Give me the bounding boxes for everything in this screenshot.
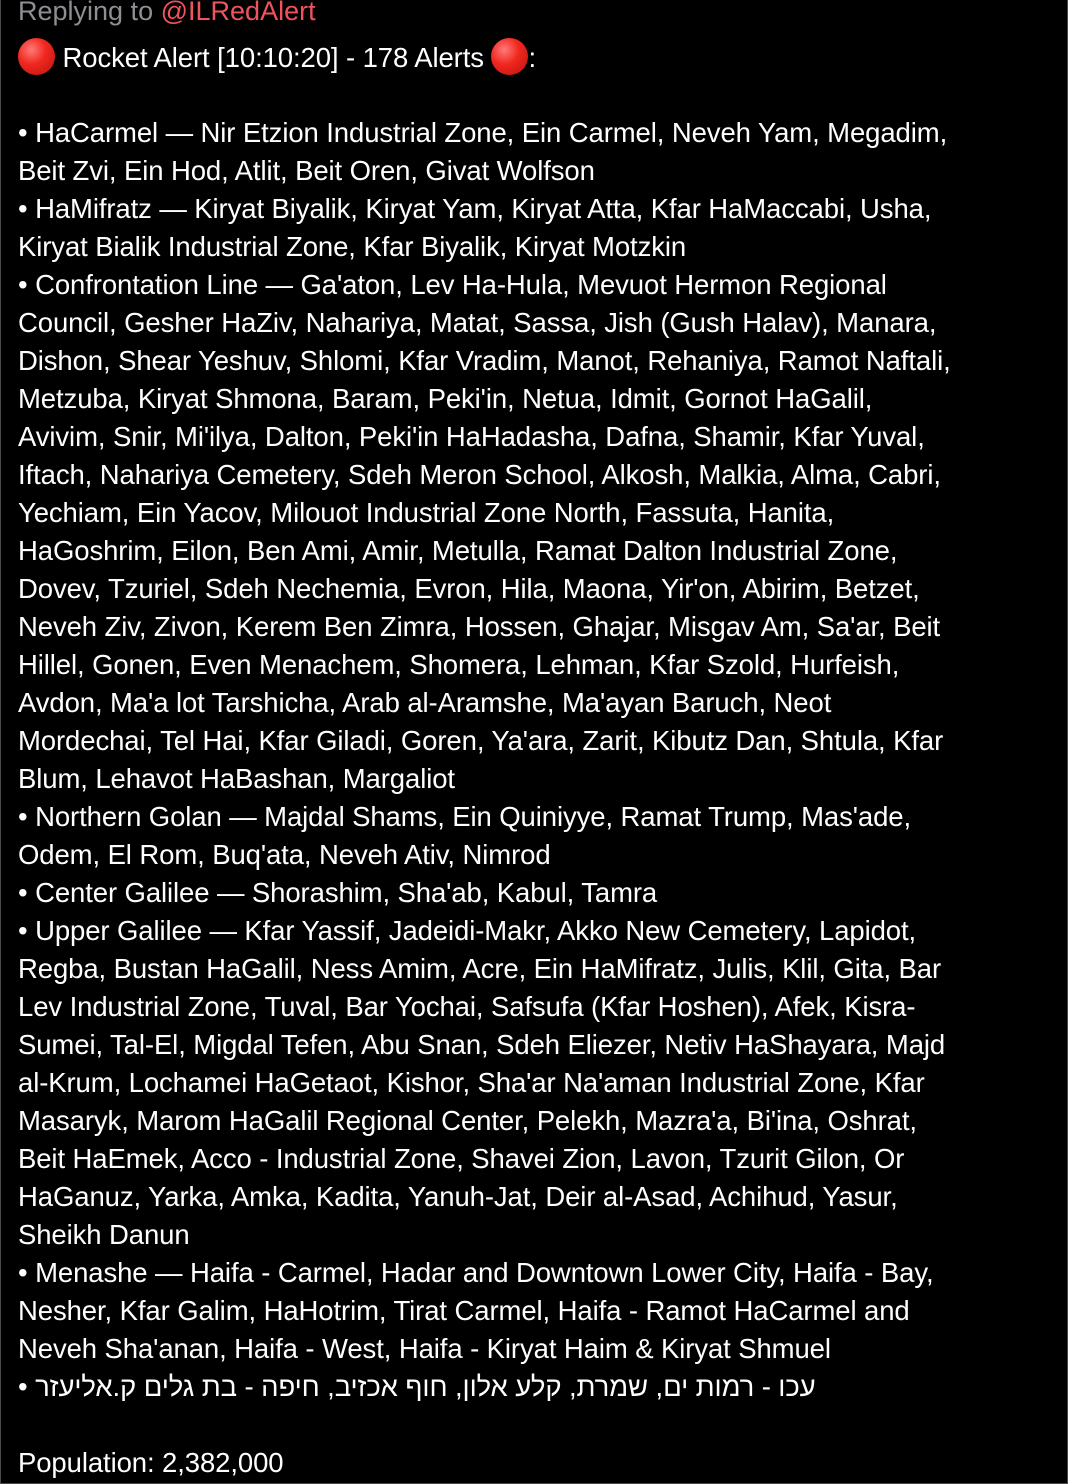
body-line: Yechiam, Ein Yacov, Milouot Industrial Zone North, Fassuta, Hanita, <box>18 497 835 528</box>
body-line: • HaMifratz — Kiryat Biyalik, Kiryat Yam, Kiryat Atta, Kfar HaMaccabi, Usha, <box>18 193 932 224</box>
body-line: Mordechai, Tel Hai, Kfar Giladi, Goren, Ya'ara, Zarit, Kibutz Dan, Shtula, Kfar <box>18 725 944 756</box>
body-line: Council, Gesher HaZiv, Nahariya, Matat, Sassa, Jish (Gush Halav), Manara, <box>18 307 937 338</box>
hebrew-bullet: • <box>18 1371 28 1402</box>
population-text: Population: 2,382,000 <box>18 1447 284 1478</box>
reply-context <box>18 0 316 30</box>
body-line: Metzuba, Kiryat Shmona, Baram, Peki'in, Netua, Idmit, Gornot HaGalil, <box>18 383 873 414</box>
red-circle-icon <box>491 38 528 75</box>
body-line: HaGanuz, Yarka, Amka, Kadita, Yanuh-Jat, Deir al-Asad, Achihud, Yasur, <box>18 1181 898 1212</box>
body-line: • HaCarmel — Nir Etzion Industrial Zone, Ein Carmel, Neveh Yam, Megadim, <box>18 117 948 148</box>
body-line: Nesher, Kfar Galim, HaHotrim, Tirat Carmel, Haifa - Ramot HaCarmel and <box>18 1295 910 1326</box>
tweet-body <box>18 38 1049 1482</box>
hebrew-line <box>18 1368 1049 1406</box>
hebrew-text: עכו - רמות ים, שמרת, קלע אלון, חוף אכזיב, חיפה - בת גלים ק.אליעזר <box>35 1371 816 1402</box>
blank-line <box>18 1406 1049 1444</box>
body-line: Regba, Bustan HaGalil, Ness Amim, Acre, Ein HaMifratz, Julis, Klil, Gita, Bar <box>18 953 942 984</box>
body-line: Beit HaEmek, Acco - Industrial Zone, Shavei Zion, Lavon, Tzurit Gilon, Or <box>18 1143 905 1174</box>
body-line: Iftach, Nahariya Cemetery, Sdeh Meron School, Alkosh, Malkia, Alma, Cabri, <box>18 459 941 490</box>
body-line: Lev Industrial Zone, Tuval, Bar Yochai, Safsufa (Kfar Hoshen), Afek, Kisra- <box>18 991 916 1022</box>
body-line: • Menashe — Haifa - Carmel, Hadar and Downtown Lower City, Haifa - Bay, <box>18 1257 934 1288</box>
body-line: Beit Zvi, Ein Hod, Atlit, Beit Oren, Givat Wolfson <box>18 155 595 186</box>
blank-line <box>18 76 1049 114</box>
body-line: Odem, El Rom, Buq'ata, Neveh Ativ, Nimrod <box>18 839 551 870</box>
body-line: HaGoshrim, Eilon, Ben Ami, Amir, Metulla, Ramat Dalton Industrial Zone, <box>18 535 898 566</box>
alert-headline <box>18 38 1049 76</box>
body-line: Blum, Lehavot HaBashan, Margaliot <box>18 763 455 794</box>
body-line: Masaryk, Marom HaGalil Regional Center, Pelekh, Mazra'a, Bi'ina, Oshrat, <box>18 1105 917 1136</box>
body-line: • Northern Golan — Majdal Shams, Ein Quiniyye, Ramat Trump, Mas'ade, <box>18 801 912 832</box>
body-line: • Center Galilee — Shorashim, Sha'ab, Kabul, Tamra <box>18 877 658 908</box>
reply-handle-link[interactable]: @ILRedAlert <box>160 0 316 26</box>
body-line: Sheikh Danun <box>18 1219 190 1250</box>
red-circle-icon <box>18 38 55 75</box>
body-line: Dishon, Shear Yeshuv, Shlomi, Kfar Vradim, Manot, Rehaniya, Ramot Naftali, <box>18 345 951 376</box>
body-line: al-Krum, Lochamei HaGetaot, Kishor, Sha'ar Na'aman Industrial Zone, Kfar <box>18 1067 925 1098</box>
body-line: Neveh Ziv, Zivon, Kerem Ben Zimra, Hossen, Ghajar, Misgav Am, Sa'ar, Beit <box>18 611 941 642</box>
reply-prefix: Replying to <box>18 0 154 26</box>
body-line: Kiryat Bialik Industrial Zone, Kfar Biyalik, Kiryat Motzkin <box>18 231 687 262</box>
alert-headline-suffix: : <box>528 42 537 73</box>
body-line: Sumei, Tal-El, Migdal Tefen, Abu Snan, Sdeh Eliezer, Netiv HaShayara, Majd <box>18 1029 946 1060</box>
body-line: Avivim, Snir, Mi'ilya, Dalton, Peki'in HaHadasha, Dafna, Shamir, Kfar Yuval, <box>18 421 925 452</box>
alert-headline-text: Rocket Alert [10:10:20] - 178 Alerts <box>62 42 484 73</box>
body-line: Avdon, Ma'a lot Tarshicha, Arab al-Aramshe, Ma'ayan Baruch, Neot <box>18 687 832 718</box>
body-line: Neveh Sha'anan, Haifa - West, Haifa - Kiryat Haim & Kiryat Shmuel <box>18 1333 831 1364</box>
body-line: • Upper Galilee — Kfar Yassif, Jadeidi-Makr, Akko New Cemetery, Lapidot, <box>18 915 917 946</box>
body-line: Hillel, Gonen, Even Menachem, Shomera, Lehman, Kfar Szold, Hurfeish, <box>18 649 900 680</box>
body-line: • Confrontation Line — Ga'aton, Lev Ha-Hula, Mevuot Hermon Regional <box>18 269 887 300</box>
body-line: Dovev, Tzuriel, Sdeh Nechemia, Evron, Hila, Maona, Yir'on, Abirim, Betzet, <box>18 573 920 604</box>
